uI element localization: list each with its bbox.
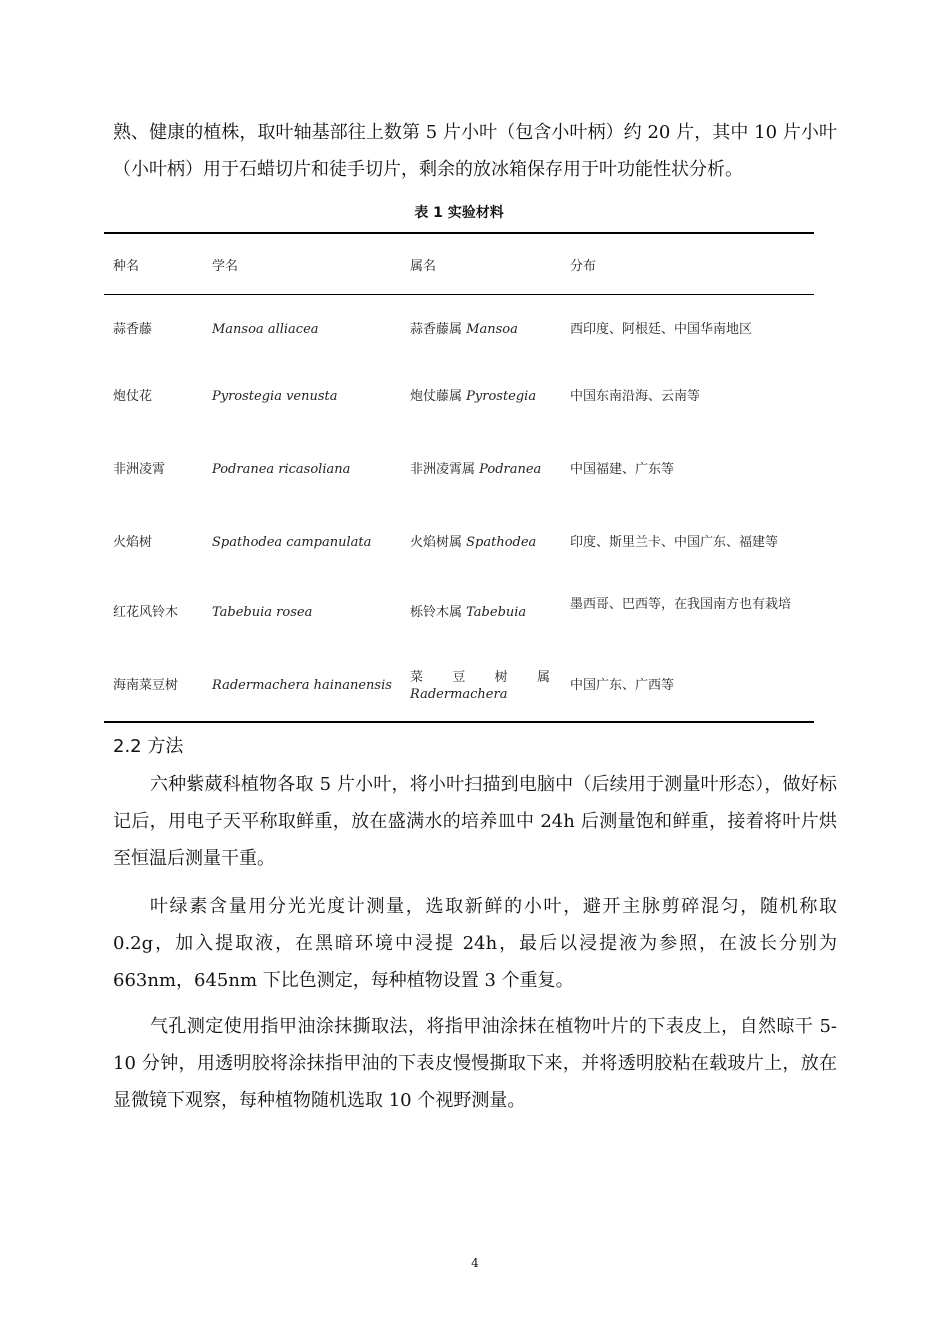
genus-char: 树 — [494, 670, 508, 685]
species-cell: 非洲凌霄 — [113, 462, 166, 477]
distribution-cell: 中国东南沿海、云南等 — [570, 389, 701, 404]
species-cell: 蒜香藤 — [113, 322, 153, 337]
header-species: 种名 — [113, 259, 140, 274]
genus-cell — [410, 669, 552, 703]
table-caption: 表 1 实验材料 — [414, 205, 504, 221]
genus-chinese — [410, 669, 550, 686]
genus-cell — [410, 534, 552, 551]
scientific-name-cell: Mansoa alliacea — [212, 322, 319, 337]
genus-char: 属 — [536, 670, 550, 685]
genus-chinese: 非洲凌霄属 — [410, 462, 480, 477]
genus-char: 豆 — [452, 670, 466, 685]
table-bottom-rule — [104, 721, 814, 723]
genus-latin: Radermachera — [410, 687, 508, 702]
header-distribution: 分布 — [570, 259, 597, 274]
genus-chinese: 蒜香藤属 — [410, 322, 467, 337]
genus-chinese: 火焰树属 — [410, 535, 467, 550]
intro-paragraph: 熟、健康的植株，取叶轴基部往上数第 5 片小叶（包含小叶柄）约 20 片，其中 10 片小叶（小叶柄）用于石蜡切片和徒手切片，剩余的放冰箱保存用于叶功能性状分析。 — [113, 122, 837, 180]
genus-latin: Spathodea — [466, 535, 537, 550]
genus-char: 菜 — [410, 670, 424, 685]
header-genus: 属名 — [410, 259, 437, 274]
genus-chinese: 栎铃木属 — [410, 605, 467, 620]
genus-latin: Podranea — [479, 462, 542, 477]
distribution-cell: 中国福建、广东等 — [570, 462, 675, 477]
species-cell: 红花风铃木 — [113, 605, 179, 620]
section-heading: 2.2 方法 — [113, 736, 184, 757]
distribution-cell: 西印度、阿根廷、中国华南地区 — [570, 322, 753, 337]
method-paragraph-1: 六种紫葳科植物各取 5 片小叶，将小叶扫描到电脑中（后续用于测量叶形态），做好标记后，用电子天平称取鲜重，放在盛满水的培养皿中 24h 后测量饱和鲜重，接着将叶片烘至恒温后测量干重。 — [113, 774, 837, 869]
genus-cell — [410, 604, 552, 621]
genus-latin: Tabebuia — [466, 605, 527, 620]
genus-cell — [410, 388, 552, 405]
genus-latin: Mansoa — [466, 322, 518, 337]
genus-latin: Pyrostegia — [466, 389, 537, 404]
species-cell: 火焰树 — [113, 535, 153, 550]
distribution-cell: 印度、斯里兰卡、中国广东、福建等 — [570, 535, 779, 550]
distribution-cell: 中国广东、广西等 — [570, 678, 675, 693]
header-scientific-name: 学名 — [212, 259, 239, 274]
species-cell: 海南菜豆树 — [113, 678, 179, 693]
genus-cell — [410, 461, 552, 478]
species-cell: 炮仗花 — [113, 389, 153, 404]
scientific-name-cell: Pyrostegia venusta — [212, 389, 338, 404]
scientific-name-cell: Podranea ricasoliana — [212, 462, 351, 477]
page-number: 4 — [471, 1256, 479, 1270]
distribution-cell: 墨西哥、巴西等，在我国南方也有栽培 — [570, 597, 792, 612]
scientific-name-cell: Spathodea campanulata — [212, 535, 372, 550]
method-paragraph-2: 叶绿素含量用分光光度计测量，选取新鲜的小叶，避开主脉剪碎混匀，随机称取 0.2g，加入提取液，在黑暗环境中浸提 24h，最后以浸提液为参照，在波长分别为 663nm，645nm 下比色测定，每种植物设置 3 个重复。 — [113, 896, 837, 991]
scientific-name-cell: Tabebuia rosea — [212, 605, 313, 620]
genus-cell — [410, 321, 552, 338]
genus-chinese: 炮仗藤属 — [410, 389, 467, 404]
table-header-rule — [104, 294, 814, 295]
scientific-name-cell: Radermachera hainanensis — [212, 678, 392, 693]
method-paragraph-3: 气孔测定使用指甲油涂抹撕取法，将指甲油涂抹在植物叶片的下表皮上，自然晾干 5-10 分钟，用透明胶将涂抹指甲油的下表皮慢慢撕取下来，并将透明胶粘在载玻片上，放在显微镜下观察，每种植物随机选取 10 个视野测量。 — [113, 1016, 837, 1111]
table-top-rule — [104, 232, 814, 234]
